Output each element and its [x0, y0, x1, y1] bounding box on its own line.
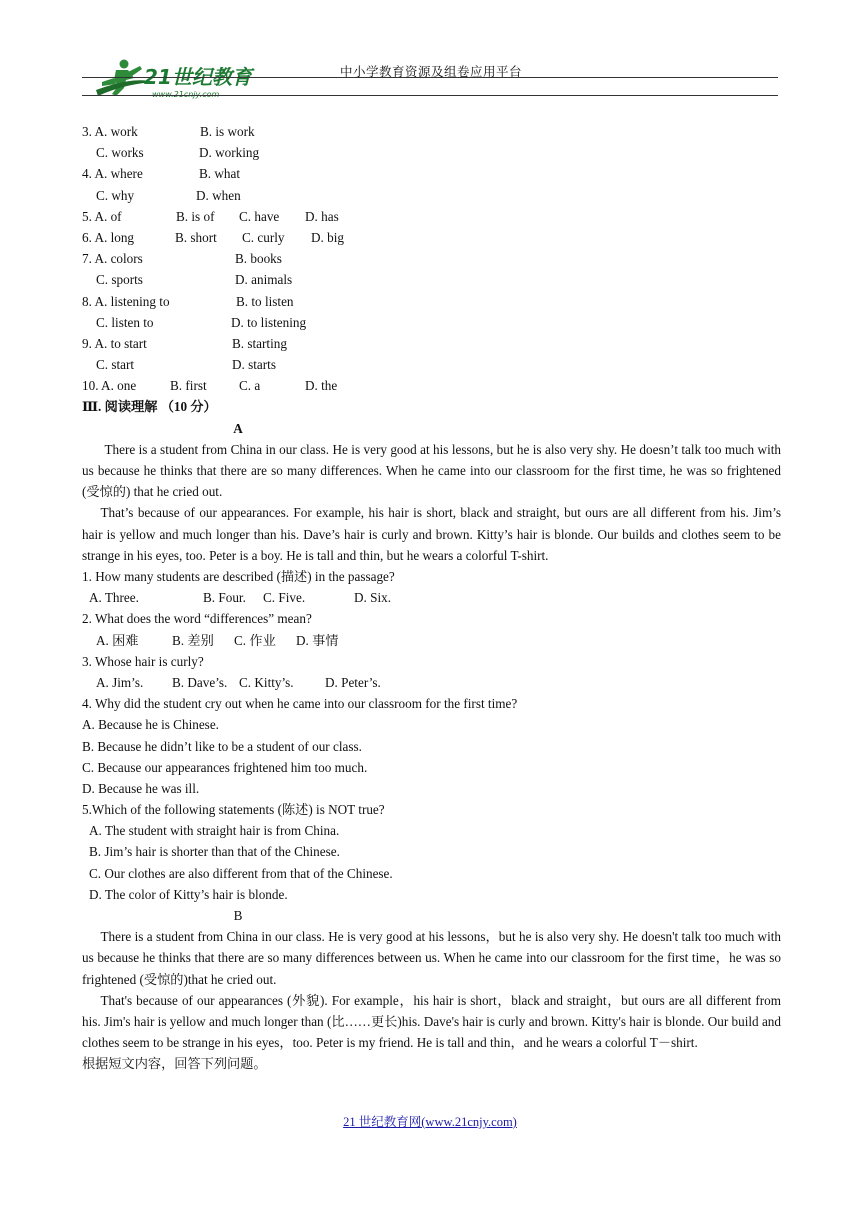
option-row-9c: [82, 354, 781, 375]
option-row-3c: [82, 142, 781, 163]
question-5-option-b: B. Jim’s hair is shorter than that of the Chinese.: [89, 844, 340, 860]
option-row-4a: [82, 163, 781, 184]
passage-a-label: A: [233, 420, 243, 436]
option: A. Jim’s.: [96, 674, 144, 690]
option-row-8c: [82, 312, 781, 333]
option: C. have: [239, 208, 280, 224]
option: 9. A. to start: [82, 335, 147, 351]
option-row-10: [82, 375, 781, 396]
question-1: 1. How many students are described (描述) in the passage?: [82, 569, 395, 585]
option: B. is of: [176, 208, 215, 224]
option: B. Dave’s.: [172, 674, 228, 690]
option-row-3a: [82, 121, 781, 142]
option: 4. A. where: [82, 166, 143, 182]
svg-text:21世纪教育: 21世纪教育: [144, 65, 252, 89]
option-row-5: [82, 206, 781, 227]
option: B. what: [199, 166, 241, 182]
question-4-option-b: B. Because he didn’t like to be a student of our class.: [82, 738, 362, 754]
passage-b-paragraph-2: That's because of our appearances (外貌). For example，his hair is short，black and straight，but ours are all different from his. Jim's hair is yellow and much longer than (比……更长)his. Dave's hair is curly and brown. Kitty's hair is blonde. Our build and clothes seem to be strange in his eyes，too. Peter is my friend. He is tall and thin，and he wears a colorful T－shirt.: [82, 992, 781, 1051]
option-row-9a: [82, 333, 781, 354]
option: B. Four.: [203, 590, 246, 606]
question-5-option-c: C. Our clothes are also different from that of the Chinese.: [89, 865, 393, 881]
option-row-7c: [82, 269, 781, 290]
option-row-6: [82, 227, 781, 248]
passage-a-paragraph-2: That’s because of our appearances. For example, his hair is short, black and straight, but ours are all different from his. Jim’s hair is yellow and much longer than his. Dave’s hair is curly and brown. Kitty’s hair is blonde. Our builds and clothes seem to be strange in his eyes, too. Peter is a boy. He is tall and thin, but he wears a colorful T-shirt.: [82, 505, 781, 563]
option: C. start: [96, 357, 135, 373]
21cnjy-logo: [94, 56, 264, 100]
option-row-4c: [82, 185, 781, 206]
option: D. 事情: [296, 632, 339, 648]
question-5-option-d: D. The color of Kitty’s hair is blonde.: [89, 886, 288, 902]
option: C. a: [239, 378, 261, 394]
option-row-8a: [82, 291, 781, 312]
option: C. sports: [96, 272, 143, 288]
option: D. starts: [232, 357, 276, 373]
page-header: [82, 56, 778, 100]
option: 3. A. work: [82, 124, 138, 139]
option-row-7a: [82, 248, 781, 269]
option: C. curly: [242, 229, 285, 245]
option: B. is work: [200, 124, 255, 139]
option: D. has: [305, 208, 339, 224]
option: A. Three.: [89, 590, 139, 606]
svg-text:www.21cnjy.com: www.21cnjy.com: [152, 90, 220, 99]
option: 5. A. of: [82, 208, 122, 224]
passage-b-paragraph-1: There is a student from China in our class. He is very good at his lessons，but he is also very shy. He doesn't talk too much with us because he thinks that there are so many differences between us. When he came into our classroom for the first time，he was so frightened (受惊的)that he cried out.: [82, 929, 781, 987]
option: D. when: [196, 187, 241, 203]
option: D. big: [311, 229, 344, 245]
option: 7. A. colors: [82, 251, 143, 267]
option: C. Kitty’s.: [239, 674, 294, 690]
option: B. first: [170, 378, 207, 394]
question-5-option-a: A. The student with straight hair is from China.: [89, 823, 340, 839]
option: B. to listen: [236, 293, 294, 309]
question-3-options: [82, 672, 781, 693]
option: 10. A. one: [82, 378, 137, 394]
footer-link[interactable]: 21 世纪教育网(www.21cnjy.com): [343, 1115, 517, 1129]
question-4-option-a: A. Because he is Chinese.: [82, 717, 219, 733]
question-4-option-c: C. Because our appearances frightened him too much.: [82, 759, 368, 775]
header-rule-top: [82, 77, 778, 78]
instruction: 根据短文内容，回答下列问题。: [82, 1056, 267, 1072]
option: D. animals: [235, 272, 293, 288]
option: A. 困难: [96, 632, 139, 648]
question-2-options: [82, 630, 781, 651]
option: C. 作业: [234, 632, 276, 648]
option: B. 差别: [172, 632, 214, 648]
question-3: 3. Whose hair is curly?: [82, 653, 204, 669]
option: B. books: [235, 251, 282, 267]
passage-b-label: B: [233, 908, 243, 924]
question-1-options: [82, 587, 781, 608]
question-4-option-d: D. Because he was ill.: [82, 780, 200, 796]
document-body: [82, 121, 781, 1075]
header-rule-bottom: [82, 95, 778, 96]
option: 8. A. listening to: [82, 293, 170, 309]
option: D. Peter’s.: [325, 674, 381, 690]
question-5: 5.Which of the following statements (陈述) is NOT true?: [82, 802, 385, 818]
option: B. starting: [232, 335, 287, 351]
question-4: 4. Why did the student cry out when he came into our classroom for the first time?: [82, 696, 518, 712]
option: C. why: [96, 187, 135, 203]
option: C. works: [96, 145, 144, 161]
question-2: 2. What does the word “differences” mean?: [82, 611, 312, 627]
option: D. the: [305, 378, 338, 394]
option: D. working: [199, 145, 260, 161]
option: 6. A. long: [82, 229, 135, 245]
section-heading: Ⅲ. 阅读理解 （10 分）: [82, 399, 217, 415]
option: C. listen to: [96, 314, 154, 330]
header-title: 中小学教育资源及组卷应用平台: [340, 65, 523, 79]
passage-a-paragraph-1: There is a student from China in our class. He is very good at his lessons, but he is also very shy. He doesn’t talk too much with us because he thinks that there are so many differences. When he came into our classroom for the first time, he was so frightened (受惊的) that he cried out.: [82, 441, 781, 500]
option: C. Five.: [263, 590, 306, 606]
option: B. short: [175, 229, 217, 245]
page-footer: [0, 1112, 860, 1130]
option: D. Six.: [354, 590, 392, 606]
option: D. to listening: [231, 314, 307, 330]
